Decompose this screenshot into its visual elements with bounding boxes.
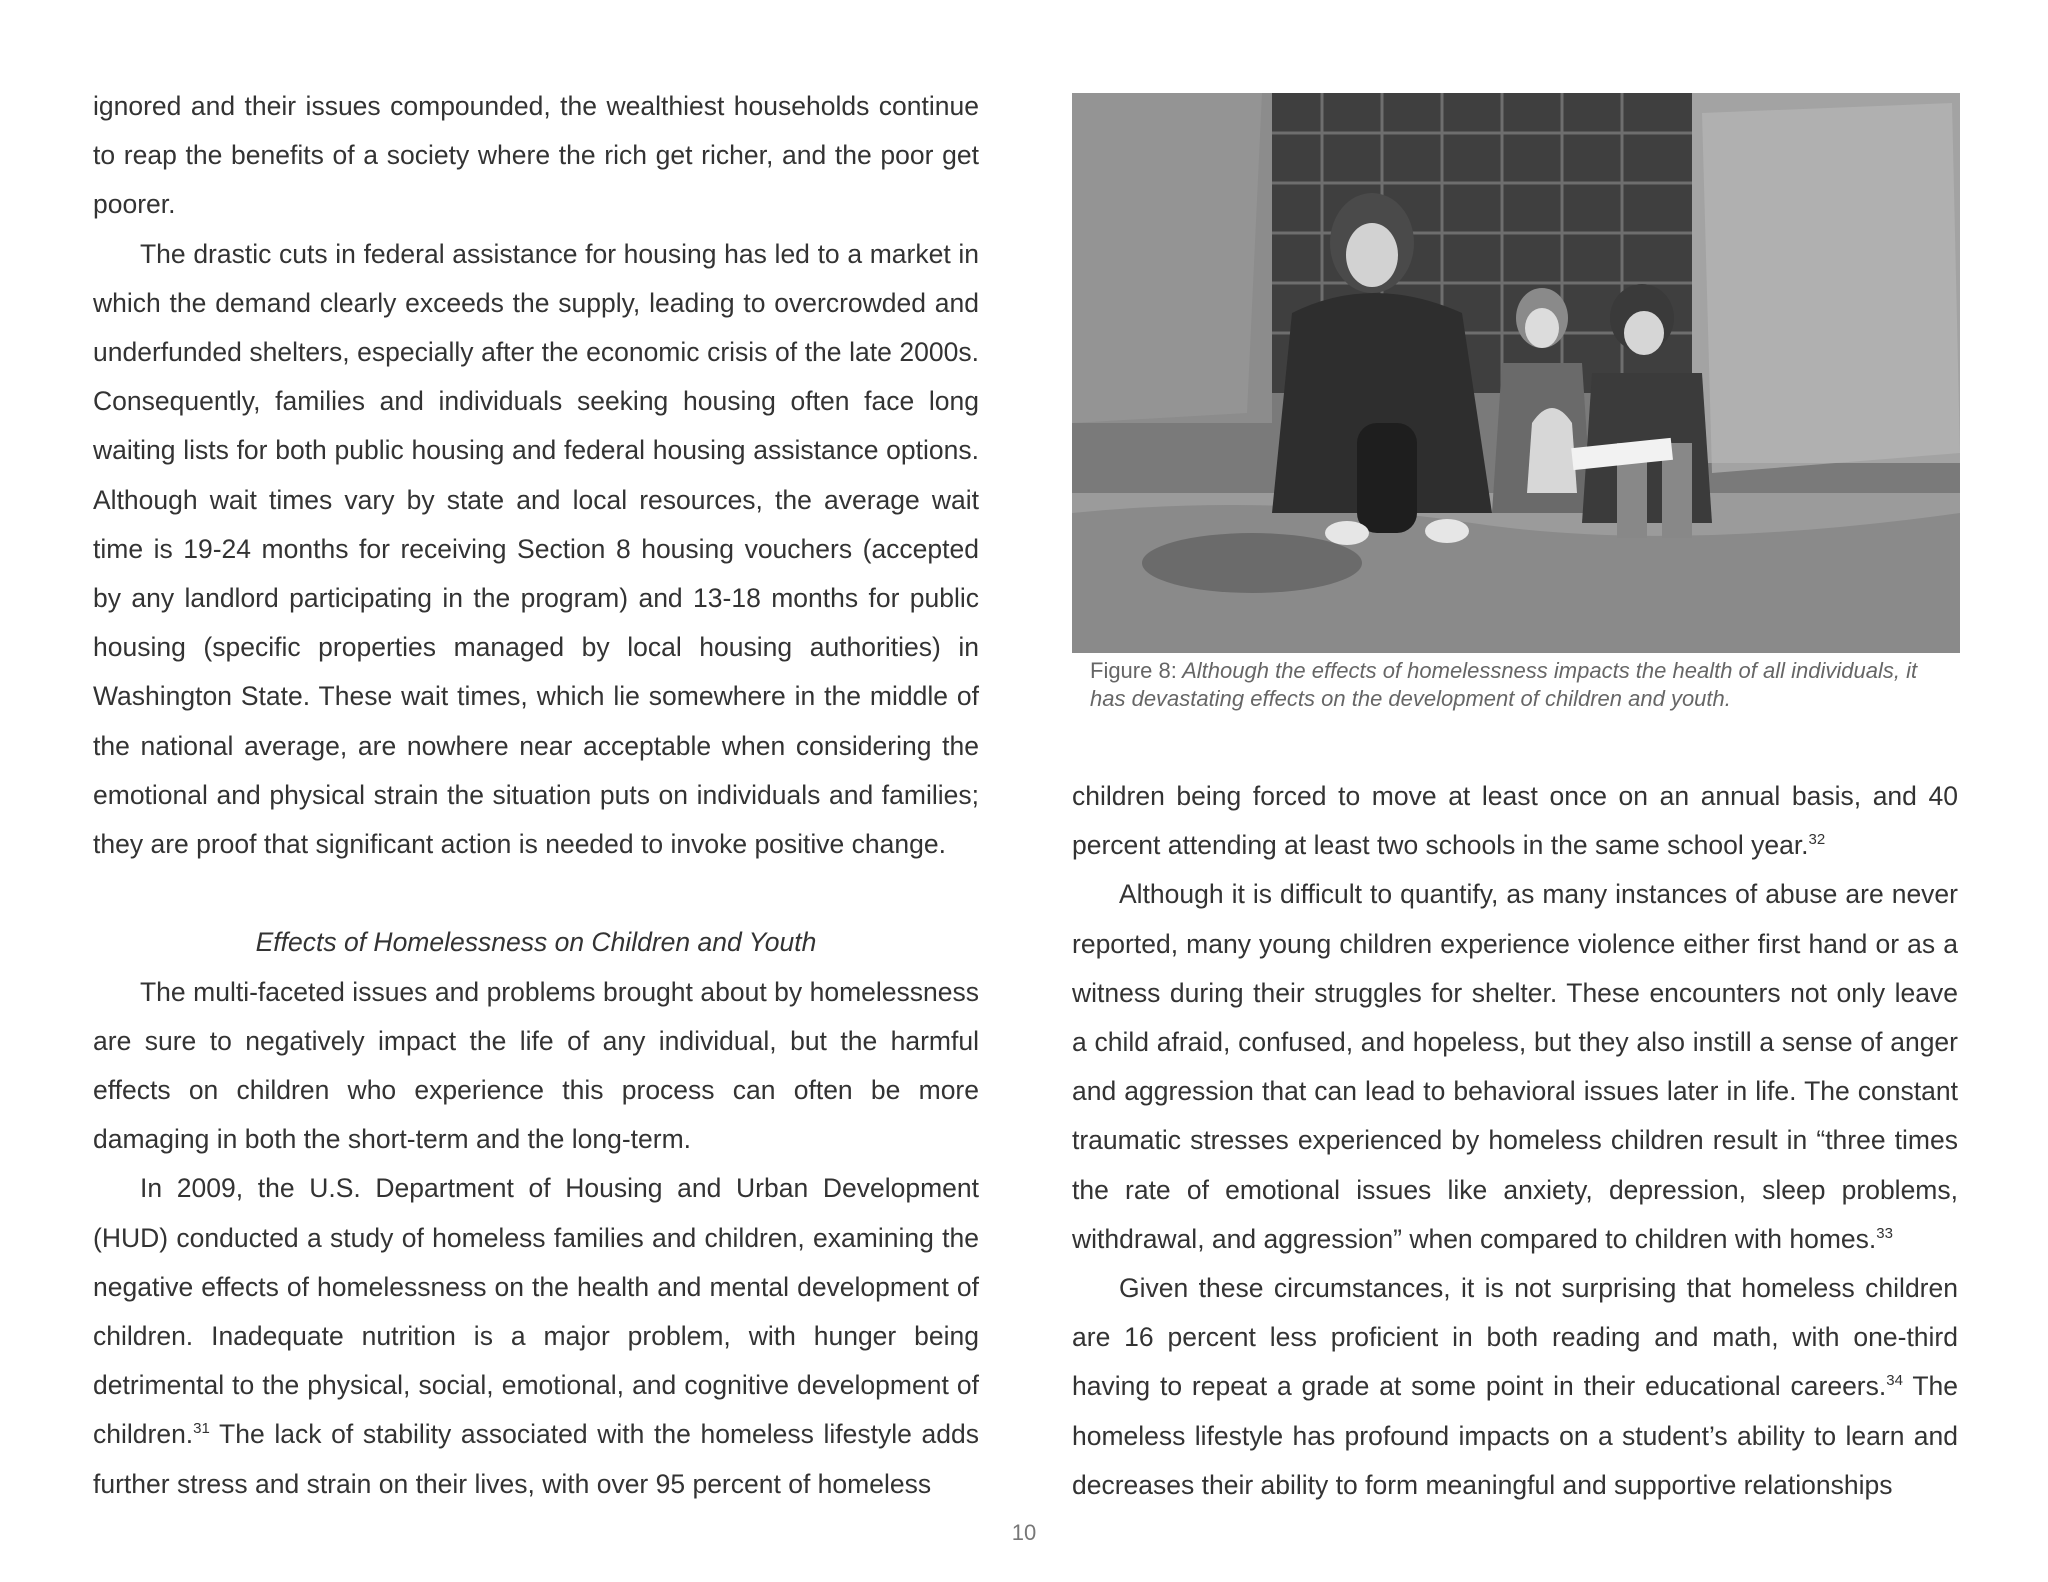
left-column: [93, 82, 979, 1509]
body-paragraph: The multi-faceted issues and problems brought about by homelessness are sure to negatively impact the life of any individual, but the harmful effects on children who experience this process can often be more damaging in both the short-term and the long-term.: [93, 976, 979, 1155]
body-paragraph: [93, 1164, 979, 1508]
section-heading: Effects of Homelessness on Children and Youth: [255, 927, 817, 958]
caption-text: Although the effects of homelessness impacts the health of all individuals, it has devastating effects on the development of children and youth.: [1090, 658, 1918, 711]
paragraph-text: Although it is difficult to quantify, as many instances of abuse are never reported, many young children experience violence either first hand or as a witness during their struggles for shelter. These encounters not only leave a child afraid, confused, and hopeless, but they also instill a sense of anger and aggression that can lead to behavioral issues later in life. The constant traumatic stresses experienced by homeless children result in “three times the rate of emotional issues like anxiety, depression, sleep problems, withdrawal, and aggression” when compared to children with homes.: [1072, 879, 1958, 1254]
photo-illustration: [1072, 93, 1960, 653]
paragraph-text: The homeless lifestyle has profound impacts on a student’s ability to learn and decreases their ability to form meaningful and supportive relationships: [1072, 1371, 1958, 1500]
figure-photo: [1072, 93, 1960, 653]
paragraph-text: The lack of stability associated with the homeless lifestyle adds further stress and strain on their lives, with over 95 percent of homeless: [93, 1419, 979, 1499]
paragraph-text: In 2009, the U.S. Department of Housing and Urban Development (HUD) conducted a study of homeless families and children, examining the negative effects of homelessness on the health and mental development of children. Inadequate nutrition is a major problem, with hunger being detrimental to the physical, social, emotional, and cognitive development of children.: [93, 1173, 979, 1450]
figure: [1072, 93, 1960, 713]
body-paragraph: [1072, 870, 1958, 1264]
body-paragraph: [1072, 772, 1958, 870]
paragraph-text: Given these circumstances, it is not surprising that homeless children are 16 percent less proficient in both reading and math, with one-third having to repeat a grade at some point in their educational careers.: [1072, 1273, 1958, 1402]
footnote-ref[interactable]: 33: [1876, 1224, 1893, 1242]
right-column: [1072, 772, 1958, 1510]
figure-label: Figure 8:: [1090, 658, 1177, 683]
body-paragraph: ignored and their issues compounded, the wealthiest households continue to reap the benefits of a society where the rich get richer, and the poor get poorer.: [93, 91, 979, 220]
page-number: 10: [1011, 1520, 1037, 1545]
footnote-ref[interactable]: 34: [1886, 1372, 1903, 1390]
body-paragraph: The drastic cuts in federal assistance for housing has led to a market in which the demand clearly exceeds the supply, leading to overcrowded and underfunded shelters, especially after the economic crisis of the late 2000s. Consequently, families and individuals seeking housing often face long waiting lists for both public housing and federal housing assistance options. Although wait times vary by state and local resources, the average wait time is 19-24 months for receiving Section 8 housing vouchers (accepted by any landlord participating in the program) and 13-18 months for public housing (specific properties managed by local housing authorities) in Washington State. These wait times, which lie somewhere in the middle of the national average, are nowhere near acceptable when considering the emotional and physical strain the situation puts on individuals and families; they are proof that significant action is needed to invoke positive change.: [93, 238, 979, 860]
paragraph-text: children being forced to move at least once on an annual basis, and 40 percent attending at least two schools in the same school year.: [1072, 781, 1958, 861]
figure-caption: [1090, 657, 1950, 713]
body-paragraph: [1072, 1264, 1958, 1510]
footnote-ref[interactable]: 31: [193, 1420, 210, 1438]
footnote-ref[interactable]: 32: [1808, 831, 1826, 849]
